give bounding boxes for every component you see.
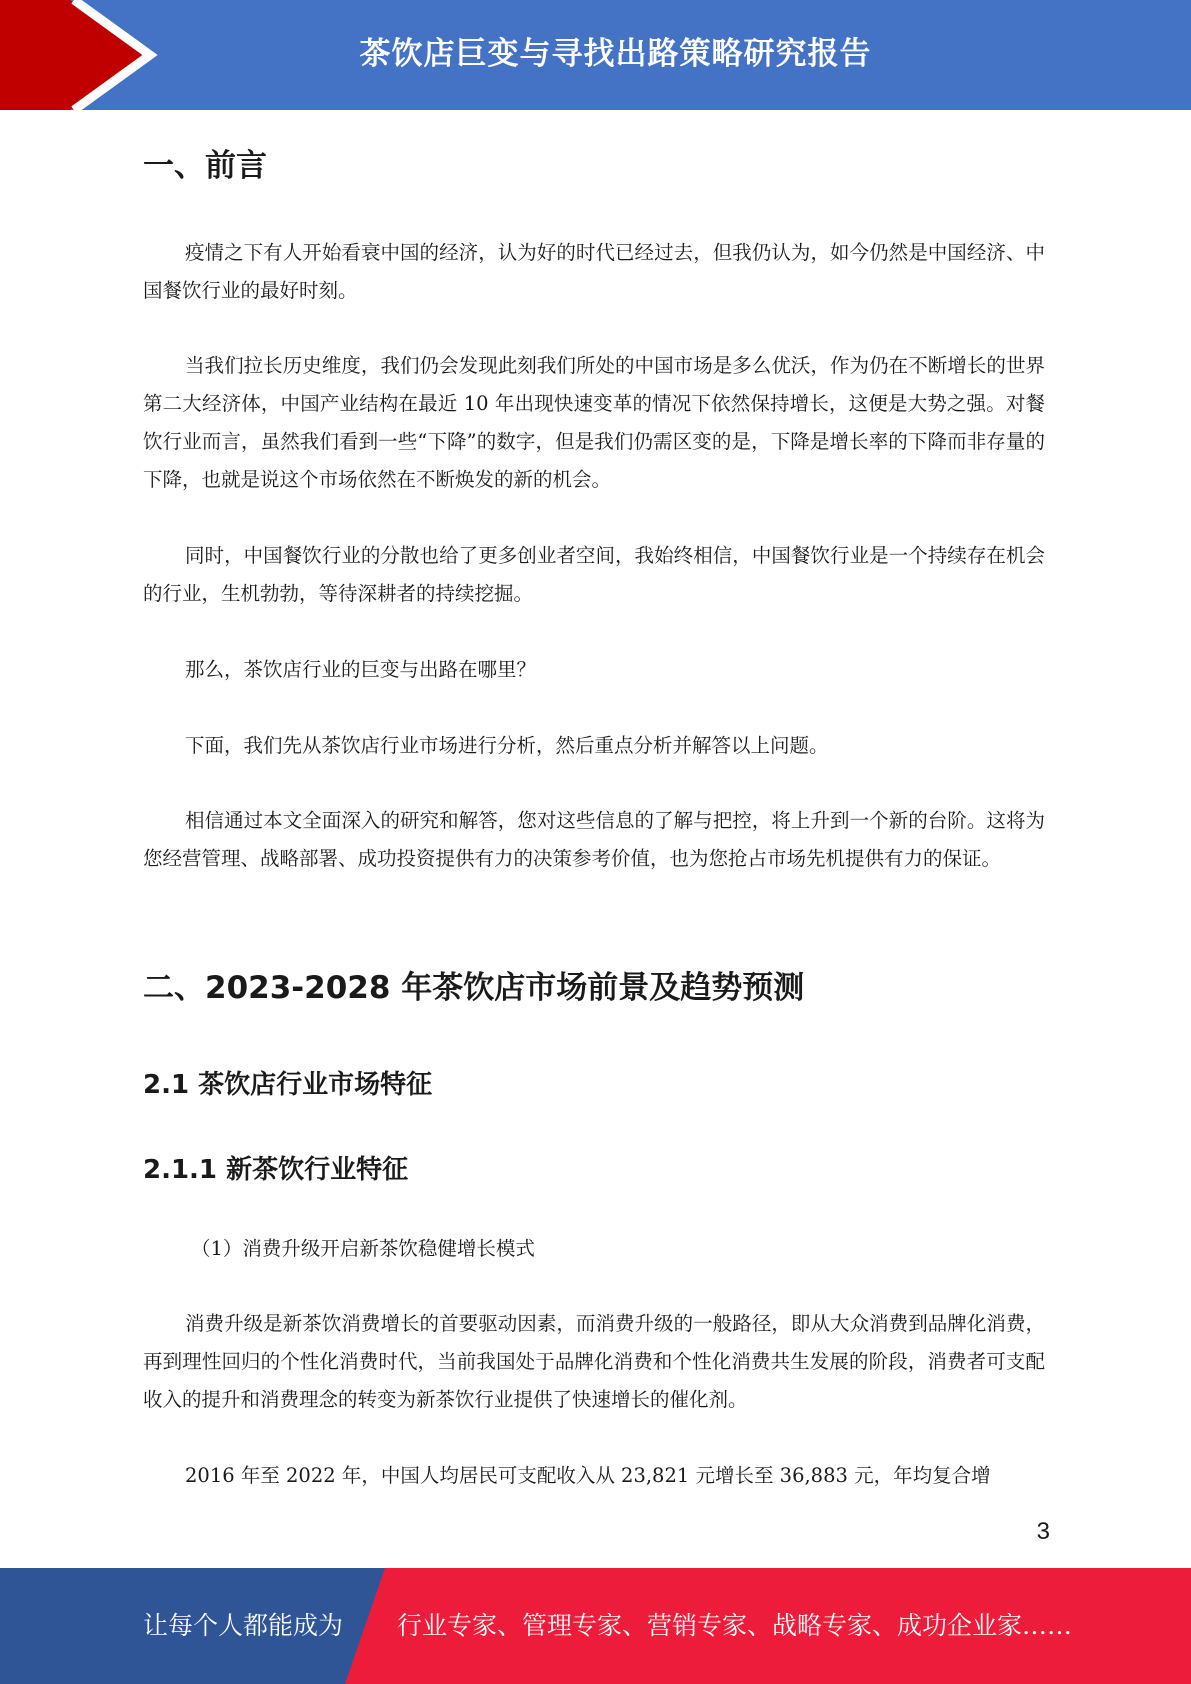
page-number: 3 [1036,1518,1050,1545]
paragraph: 2016 年至 2022 年，中国人均居民可支配收入从 23,821 元增长至 36,883 元，年均复合增 [185,1464,991,1487]
paragraph: 那么，茶饮店行业的巨变与出路在哪里？ [185,658,537,681]
paragraph: 当我们拉长历史维度，我们仍会发现此刻我们所处的中国市场是多么优沃，作为仍在不断增长的世界第二大经济体，中国产业结构在最近 10 年出现快速变革的情况下依然保持增长，这便是大势之强。对餐饮行业而言，虽然我们看到一些“下降”的数字，但是我们仍需区变的是，下降是增长率的下降而非存量的下降，也就是说这个市场依然在不断焕发的新的机会。 [143,354,1045,491]
subsection-heading: 2.1 茶饮店行业市场特征 [143,1070,433,1100]
forecast-heading: 二、2023-2028 年茶饮店市场前景及趋势预测 [143,970,805,1006]
paragraph: 消费升级是新茶饮消费增长的首要驱动因素，而消费升级的一般路径，即从大众消费到品牌化消费，再到理性回归的个性化消费时代，当前我国处于品牌化消费和个性化消费共生发展的阶段，消费者可支配收入的提升和消费理念的转变为新茶饮行业提供了快速增长的催化剂。 [143,1312,1045,1411]
footer-slogan-right: 行业专家、管理专家、营销专家、战略专家、成功企业家…… [397,1611,1073,1640]
page-header [0,0,1191,110]
document-title: 茶饮店巨变与寻找出路策略研究报告 [359,35,872,72]
subsubsection-heading: 2.1.1 新茶饮行业特征 [143,1155,409,1185]
item-label: （1）消费升级开启新茶饮稳健增长模式 [191,1237,535,1260]
paragraph: 疫情之下有人开始看衰中国的经济，认为好的时代已经过去，但我仍认为，如今仍然是中国经济、中国餐饮行业的最好时刻。 [143,241,1045,302]
footer-slogan-left: 让每个人都能成为 [143,1611,344,1640]
paragraph: 同时，中国餐饮行业的分散也给了更多创业者空间，我始终相信，中国餐饮行业是一个持续存在机会的行业，生机勃勃，等待深耕者的持续挖掘。 [143,544,1045,605]
page-footer [0,1568,1191,1684]
paragraph: 相信通过本文全面深入的研究和解答，您对这些信息的了解与把控，将上升到一个新的台阶。这将为您经营管理、战略部署、成功投资提供有力的决策参考价值，也为您抢占市场先机提供有力的保证。 [143,809,1045,870]
preface-heading: 一、前言 [143,148,267,184]
paragraph: 下面，我们先从茶饮店行业市场进行分析，然后重点分析并解答以上问题。 [185,734,829,757]
